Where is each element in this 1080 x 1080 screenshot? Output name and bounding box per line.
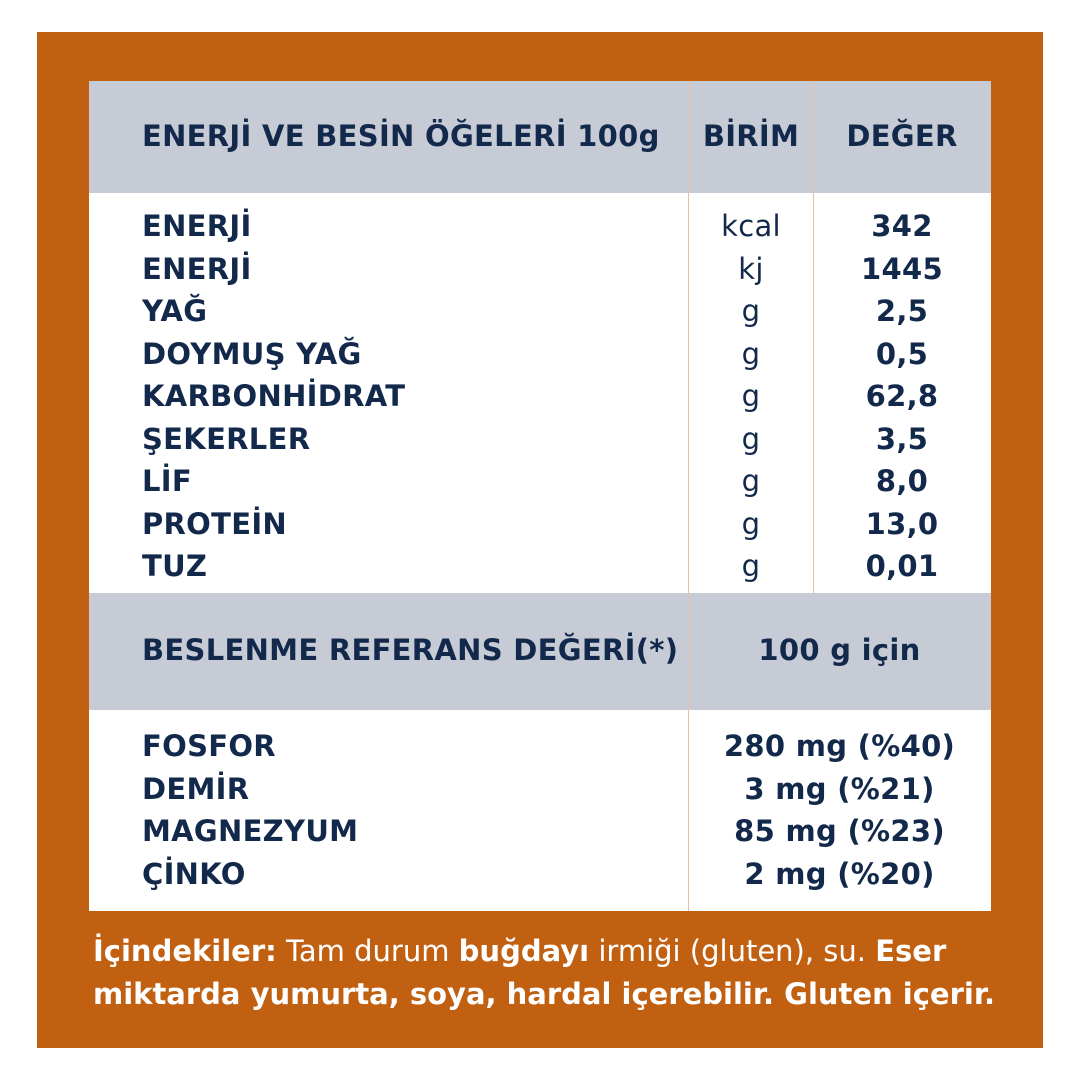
nutrient-label: KARBONHİDRAT — [142, 379, 406, 413]
ingredients-part-2: irmiği (gluten), su. — [589, 934, 876, 968]
mineral-label: DEMİR — [142, 771, 250, 806]
reference-header-label: BESLENME REFERANS DEĞERİ(*) — [142, 633, 679, 667]
mineral-value: 3 mg (%21) — [744, 771, 935, 806]
nutrient-label: PROTEİN — [142, 506, 287, 541]
nutrient-unit: kj — [738, 251, 764, 286]
nutrient-value: 13,0 — [865, 506, 939, 541]
nutrient-label: ENERJİ — [142, 209, 252, 243]
nutrient-unit: g — [741, 464, 761, 498]
mineral-label: MAGNEZYUM — [142, 814, 359, 848]
nutrient-label: DOYMUŞ YAĞ — [142, 336, 362, 371]
nutrient-unit: g — [741, 421, 761, 456]
nutrient-unit: g — [741, 379, 761, 413]
nutrient-label: TUZ — [142, 549, 208, 583]
ingredients-part-1: Tam durum — [276, 934, 459, 968]
nutrient-value: 342 — [871, 209, 933, 243]
mineral-value: 85 mg (%23) — [734, 814, 945, 848]
mineral-label: ÇİNKO — [142, 856, 246, 891]
nutrition-table — [89, 81, 991, 911]
ingredients-bold-2: Eser miktarda yumurta, soya, hardal içerebilir. Gluten içerir. — [93, 934, 996, 1011]
nutrient-unit: g — [741, 294, 761, 328]
mineral-value: 280 mg (%40) — [723, 729, 956, 763]
nutrient-unit: g — [741, 506, 761, 541]
nutrient-unit: kcal — [721, 209, 781, 243]
header-value: DEĞER — [846, 119, 958, 153]
header-nutrient: ENERJİ VE BESİN ÖĞELERİ 100g — [142, 119, 660, 153]
nutrient-value: 0,01 — [865, 549, 939, 583]
nutrient-unit: g — [741, 336, 761, 371]
nutrient-value: 2,5 — [875, 294, 929, 328]
ingredients-text — [93, 930, 1013, 1016]
nutrient-label: ŞEKERLER — [142, 421, 311, 456]
ingredients-bold-1: buğdayı — [458, 934, 590, 968]
nutrient-label: ENERJİ — [142, 251, 252, 286]
nutrient-value: 62,8 — [865, 379, 939, 413]
mineral-value: 2 mg (%20) — [744, 856, 935, 891]
mineral-label: FOSFOR — [142, 729, 276, 763]
reference-header-value: 100 g için — [758, 633, 921, 667]
nutrient-label: YAĞ — [142, 294, 208, 328]
nutrient-unit: g — [741, 549, 761, 583]
nutrient-label: LİF — [142, 464, 192, 498]
nutrient-value: 8,0 — [875, 464, 929, 498]
nutrient-value: 3,5 — [875, 421, 929, 456]
nutrient-value: 0,5 — [875, 336, 929, 371]
nutrient-value: 1445 — [861, 251, 943, 286]
ingredients-label: İçindekiler: — [93, 934, 277, 968]
header-unit: BİRİM — [702, 119, 800, 153]
